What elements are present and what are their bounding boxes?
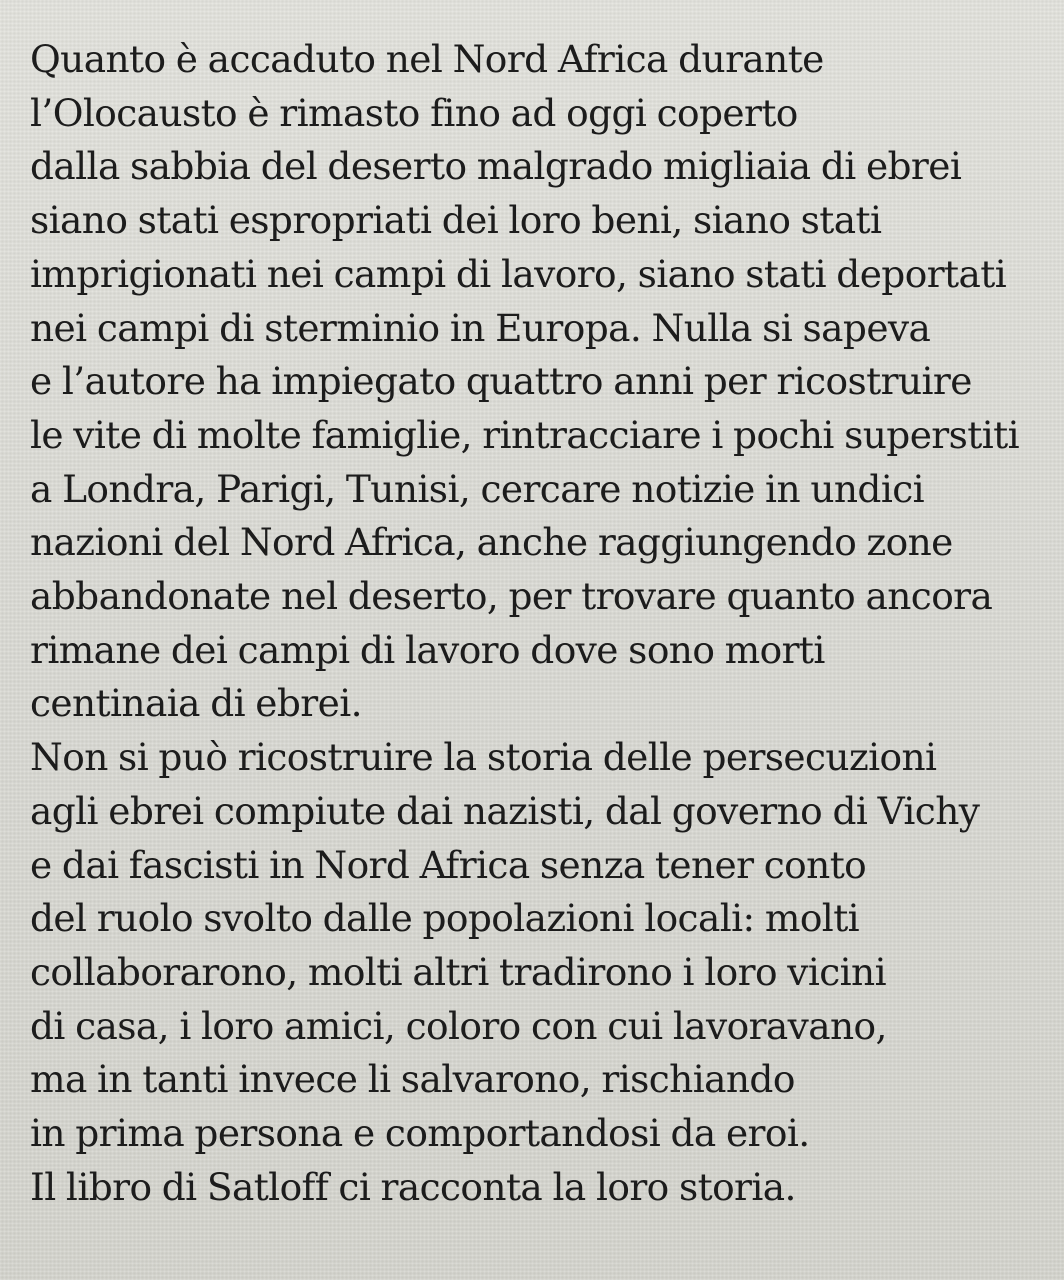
text-line: di casa, i loro amici, coloro con cui lavoravano, — [30, 1003, 887, 1048]
text-line: nazioni del Nord Africa, anche raggiungendo zone — [30, 520, 953, 565]
text-line: del ruolo svolto dalle popolazioni locali: molti — [30, 896, 860, 941]
text-line: e l’autore ha impiegato quattro anni per ricostruire — [30, 359, 972, 404]
text-line: in prima persona e comportandosi da eroi. — [30, 1111, 810, 1156]
text-line: e dai fascisti in Nord Africa senza tener conto — [30, 842, 867, 887]
text-line: ma in tanti invece li salvarono, rischiando — [30, 1057, 795, 1102]
book-blurb-text — [30, 33, 1050, 1214]
text-line: collaborarono, molti altri tradirono i loro vicini — [30, 949, 886, 994]
text-line: le vite di molte famiglie, rintracciare i pochi superstiti — [30, 412, 1019, 457]
text-line: a Londra, Parigi, Tunisi, cercare notizie in undici — [30, 466, 925, 511]
text-line: centinaia di ebrei. — [30, 681, 362, 726]
text-line: Non si può ricostruire la storia delle persecuzioni — [30, 735, 937, 780]
text-line: Il libro di Satloff ci racconta la loro storia. — [30, 1164, 796, 1209]
text-line: agli ebrei compiute dai nazisti, dal governo di Vichy — [30, 788, 980, 833]
text-line: rimane dei campi di lavoro dove sono morti — [30, 627, 825, 672]
text-line: l’Olocausto è rimasto fino ad oggi coperto — [30, 90, 798, 135]
text-line: Quanto è accaduto nel Nord Africa durante — [30, 37, 824, 81]
text-line: dalla sabbia del deserto malgrado migliaia di ebrei — [30, 144, 962, 189]
text-line: abbandonate nel deserto, per trovare quanto ancora — [30, 574, 993, 619]
text-line: nei campi di sterminio in Europa. Nulla si sapeva — [30, 305, 931, 350]
text-line: imprigionati nei campi di lavoro, siano stati deportati — [30, 251, 1007, 296]
text-line: siano stati espropriati dei loro beni, siano stati — [30, 198, 882, 243]
